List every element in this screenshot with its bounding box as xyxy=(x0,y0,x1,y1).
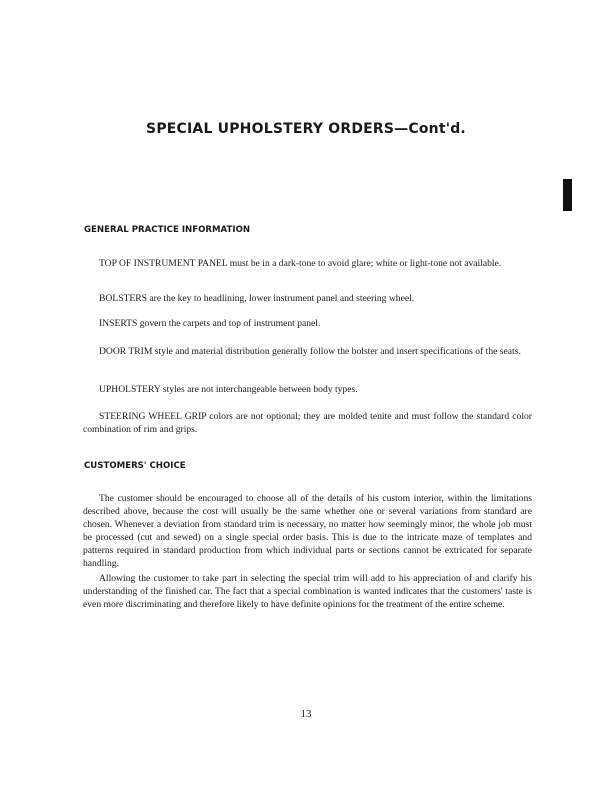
paragraph: Allowing the customer to take part in selecting the special trim will add to his appreciation of and clarify his understanding of the finished car. The fact that a special combination is wanted indicates that the customers' taste is even more discriminating and therefore likely to have definite opinions for the treatment of the entire scheme. xyxy=(83,573,532,610)
section-heading-customers-choice: CUSTOMERS' CHOICE xyxy=(84,461,186,471)
section-tab-marker xyxy=(563,179,572,211)
section-heading-general-practice: GENERAL PRACTICE INFORMATION xyxy=(84,225,251,235)
page-number: 13 xyxy=(300,708,312,720)
paragraph: BOLSTERS are the key to headlining, lower instrument panel and steering wheel. xyxy=(99,293,415,304)
paragraph: DOOR TRIM style and material distribution generally follow the bolster and insert specifications of the seats. xyxy=(99,346,521,357)
paragraph: STEERING WHEEL GRIP colors are not optional; they are molded tenite and must follow the standard color combination of rim and grips. xyxy=(83,411,532,435)
paragraph: The customer should be encouraged to choose all of the details of his custom interior, within the limitations described above, because the cost will usually be the same whether one or several variations from standard are chosen. Whenever a deviation from standard trim is necessary, no matter how seemingly minor, the whole job must be processed (cut and sewed) on a single special order basis. This is due to the intricate maze of templates and patterns required in standard production from which individual parts or sections cannot be extricated for separate handling. xyxy=(83,493,532,569)
page-title: SPECIAL UPHOLSTERY ORDERS—Cont'd. xyxy=(146,121,466,137)
paragraph: INSERTS govern the carpets and top of instrument panel. xyxy=(99,318,321,329)
paragraph: UPHOLSTERY styles are not interchangeable between body types. xyxy=(99,384,358,395)
paragraph: TOP OF INSTRUMENT PANEL must be in a dark-tone to avoid glare; white or light-tone not available. xyxy=(99,258,502,269)
